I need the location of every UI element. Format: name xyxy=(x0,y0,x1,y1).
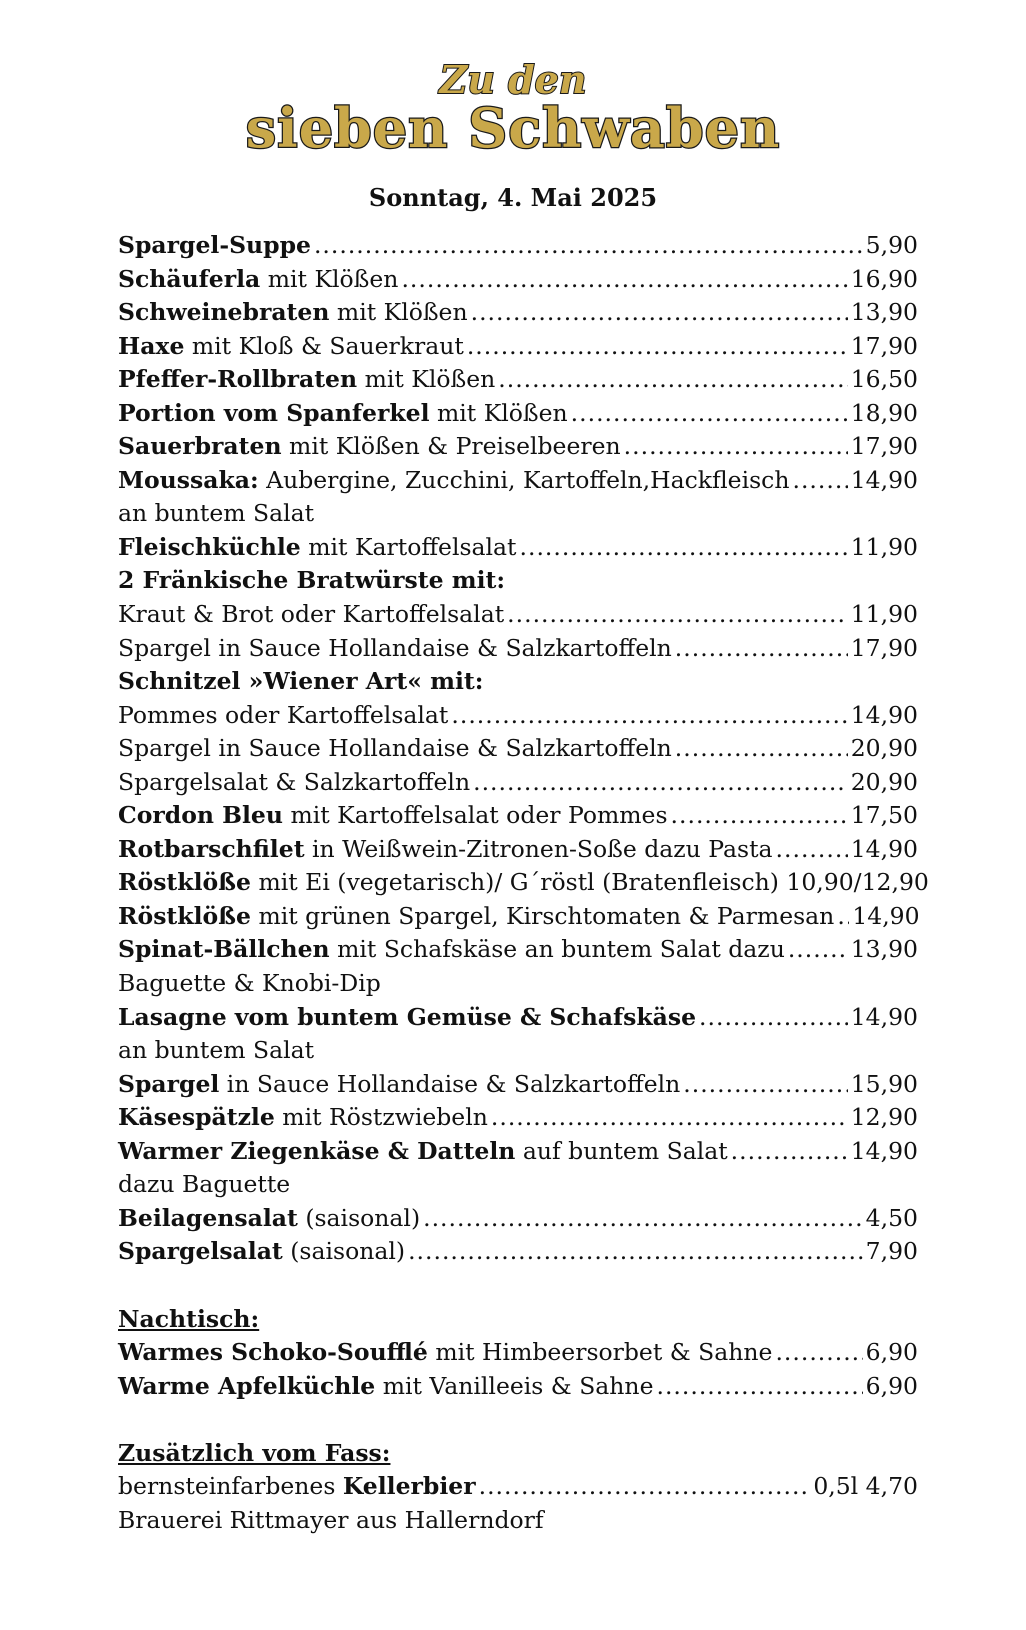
dot-leader xyxy=(451,699,847,733)
item-price: 14,90 xyxy=(850,1136,918,1165)
item-price: 7,90 xyxy=(865,1237,918,1266)
row-text: 2 Fränkische Bratwürste mit: xyxy=(118,566,506,595)
item-name: Warme Apfelküchle xyxy=(118,1371,376,1400)
item-price: 14,90 xyxy=(850,700,918,729)
dot-leader xyxy=(473,766,848,800)
menu-item xyxy=(118,732,918,766)
item-price: 16,50 xyxy=(850,365,918,394)
menu-item xyxy=(118,900,918,934)
menu-item xyxy=(118,632,918,666)
item-name: Moussaka: xyxy=(118,465,259,494)
menu-item-note xyxy=(118,1504,918,1538)
dot-leader xyxy=(731,1135,848,1169)
item-name: Warmes Schoko-Soufflé xyxy=(118,1338,428,1367)
item-price: 14,90 xyxy=(852,901,920,930)
menu-item xyxy=(118,1235,918,1269)
item-description: Kraut & Brot oder Kartoffelsalat xyxy=(118,600,505,629)
item-name: Fleischküchle xyxy=(118,532,301,561)
item-description: mit Klößen xyxy=(357,365,496,394)
item-price: 6,90 xyxy=(865,1371,918,1400)
item-description: Spargel in Sauce Hollandaise & Salzkartoffeln xyxy=(118,734,672,763)
item-description: Spargel in Sauce Hollandaise & Salzkartoffeln xyxy=(118,633,672,662)
item-description: mit Klößen & Preiselbeeren xyxy=(281,432,621,461)
item-price: 11,90 xyxy=(850,600,918,629)
menu-item xyxy=(118,430,918,464)
menu-item xyxy=(118,699,918,733)
item-price: 0,5l 4,70 xyxy=(813,1472,918,1501)
item-price: 14,90 xyxy=(850,834,918,863)
item-price: 12,90 xyxy=(850,1103,918,1132)
menu-spacer xyxy=(118,1269,918,1303)
item-description: mit Schafskäse an buntem Salat dazu xyxy=(329,935,785,964)
item-description: mit Kloß & Sauerkraut xyxy=(184,331,464,360)
item-prefix: bernsteinfarbenes xyxy=(118,1472,343,1501)
item-name: Schweinebraten xyxy=(118,298,330,327)
menu-item xyxy=(118,229,918,263)
item-name: Lasagne vom buntem Gemüse & Schafskäse xyxy=(118,1002,697,1031)
item-name: Spargelsalat xyxy=(118,1237,283,1266)
item-name: Spargel-Suppe xyxy=(118,231,311,259)
item-description: mit Vanilleeis & Sahne xyxy=(375,1371,654,1400)
item-description: mit Klößen xyxy=(329,298,468,327)
dot-leader xyxy=(792,464,847,498)
menu-item xyxy=(118,363,918,397)
menu-item xyxy=(118,1068,918,1102)
item-price: 14,90 xyxy=(850,1002,918,1031)
item-name: Pfeffer-Rollbraten xyxy=(118,365,358,394)
item-name: Haxe xyxy=(118,331,185,360)
item-price: 17,90 xyxy=(850,633,918,662)
item-name: Käsespätzle xyxy=(118,1103,275,1132)
menu-item xyxy=(118,330,918,364)
item-price: 17,50 xyxy=(850,801,918,830)
logo-line1: Zu den xyxy=(439,57,587,102)
item-price: 20,90 xyxy=(850,734,918,763)
item-description: (saisonal) xyxy=(282,1237,406,1266)
menu-item xyxy=(118,598,918,632)
item-name: Cordon Bleu xyxy=(118,801,283,830)
item-price: 15,90 xyxy=(850,1069,918,1098)
menu-item-note xyxy=(118,1034,918,1068)
section-heading xyxy=(118,1437,918,1471)
menu-item xyxy=(118,397,918,431)
menu-item xyxy=(118,933,918,967)
menu-item xyxy=(118,1202,918,1236)
dot-leader xyxy=(520,531,848,565)
item-price: 6,90 xyxy=(865,1338,918,1367)
menu-item xyxy=(118,799,918,833)
item-name: Röstklöße xyxy=(118,868,251,897)
item-name: Warmer Ziegenkäse & Datteln xyxy=(118,1136,516,1165)
item-price: 4,50 xyxy=(865,1203,918,1232)
menu-item xyxy=(118,1001,918,1035)
dot-leader xyxy=(471,296,848,330)
item-description: in Weißwein-Zitronen-Soße dazu Pasta xyxy=(304,834,773,863)
dot-leader xyxy=(788,933,848,967)
item-description: mit Klößen xyxy=(429,398,568,427)
item-price: 5,90 xyxy=(865,231,918,259)
item-description: Aubergine, Zucchini, Kartoffeln,Hackfleisch xyxy=(258,465,790,494)
menu-item xyxy=(118,1135,918,1169)
row-text: an buntem Salat xyxy=(118,1036,315,1065)
item-price: 11,90 xyxy=(850,532,918,561)
item-description: mit Kartoffelsalat xyxy=(300,532,517,561)
menu-item xyxy=(118,1336,918,1370)
menu-list xyxy=(118,229,929,1537)
dot-leader xyxy=(671,799,848,833)
dot-leader xyxy=(683,1068,847,1102)
item-price: 13,90 xyxy=(850,935,918,964)
item-name: Spargel xyxy=(118,1069,220,1098)
item-price: 16,90 xyxy=(850,264,918,293)
item-description: mit grünen Spargel, Kirschtomaten & Parmesan xyxy=(250,901,835,930)
menu-item xyxy=(118,1470,918,1504)
row-text: Nachtisch: xyxy=(118,1304,260,1333)
item-name: Beilagensalat xyxy=(118,1203,298,1232)
item-description: (saisonal) xyxy=(297,1203,421,1232)
item-description: Spargelsalat & Salzkartoffeln xyxy=(118,767,471,796)
row-text: dazu Baguette xyxy=(118,1170,291,1199)
row-text: Baguette & Knobi-Dip xyxy=(118,969,381,998)
menu-item xyxy=(118,1370,918,1404)
item-name: Rotbarschfilet xyxy=(118,834,305,863)
group-heading xyxy=(118,665,918,699)
dot-leader xyxy=(423,1202,863,1236)
row-text: an buntem Salat xyxy=(118,499,315,528)
restaurant-logo xyxy=(0,55,1026,165)
dot-leader xyxy=(656,1370,862,1404)
item-price: 13,90 xyxy=(850,298,918,327)
dot-leader xyxy=(571,397,848,431)
menu-item-note xyxy=(118,1168,918,1202)
item-name: Spinat-Bällchen xyxy=(118,935,330,964)
item-price: 14,90 xyxy=(850,465,918,494)
dot-leader xyxy=(675,732,848,766)
section-heading xyxy=(118,1303,918,1337)
item-name: Schäuferla xyxy=(118,264,261,293)
row-text: Brauerei Rittmayer aus Hallerndorf xyxy=(118,1505,544,1534)
menu-item xyxy=(118,1101,918,1135)
item-price: 17,90 xyxy=(850,432,918,461)
row-text: Schnitzel »Wiener Art« mit: xyxy=(118,667,484,696)
item-price: 18,90 xyxy=(850,398,918,427)
dot-leader xyxy=(775,1336,862,1370)
dot-leader xyxy=(467,330,848,364)
item-description: Pommes oder Kartoffelsalat xyxy=(118,700,449,729)
dot-leader xyxy=(491,1101,848,1135)
item-description: mit Himbeersorbet & Sahne xyxy=(427,1338,773,1367)
dot-leader xyxy=(498,363,847,397)
dot-leader xyxy=(408,1235,863,1269)
menu-item xyxy=(118,263,918,297)
item-price: 17,90 xyxy=(850,331,918,360)
menu-item-note xyxy=(118,497,918,531)
menu-item-note xyxy=(118,967,918,1001)
item-description: mit Röstzwiebeln xyxy=(274,1103,488,1132)
menu-spacer xyxy=(118,1403,918,1437)
menu-item xyxy=(118,833,918,867)
menu-date: Sonntag, 4. Mai 2025 xyxy=(368,183,658,212)
dot-leader xyxy=(699,1001,848,1035)
dot-leader xyxy=(624,430,848,464)
menu-item xyxy=(118,464,918,498)
menu-item xyxy=(118,296,918,330)
menu-item xyxy=(118,866,929,900)
item-price: 20,90 xyxy=(850,767,918,796)
item-name: Kellerbier xyxy=(342,1472,476,1501)
item-description: mit Kartoffelsalat oder Pommes xyxy=(282,801,668,830)
item-name: Portion vom Spanferkel xyxy=(118,398,430,427)
item-description: auf buntem Salat xyxy=(515,1136,728,1165)
dot-leader xyxy=(675,632,848,666)
dot-leader xyxy=(479,1470,811,1504)
dot-leader xyxy=(507,598,848,632)
menu-item xyxy=(118,531,918,565)
item-name: Röstklöße xyxy=(118,901,251,930)
dot-leader xyxy=(314,229,863,263)
dot-leader xyxy=(837,900,849,934)
item-description: in Sauce Hollandaise & Salzkartoffeln xyxy=(219,1069,681,1098)
logo-image xyxy=(243,55,783,165)
item-description: mit Klößen xyxy=(260,264,399,293)
group-heading xyxy=(118,564,918,598)
menu-item xyxy=(118,766,918,800)
logo-line2: sieben Schwaben xyxy=(245,96,781,160)
row-text: Zusätzlich vom Fass: xyxy=(118,1438,391,1467)
dot-leader xyxy=(401,263,847,297)
item-name: Sauerbraten xyxy=(118,432,282,461)
item-description: mit Ei (vegetarisch)/ G´röstl (Bratenfleisch) 10,90/12,90 xyxy=(250,868,929,897)
dot-leader xyxy=(776,833,848,867)
